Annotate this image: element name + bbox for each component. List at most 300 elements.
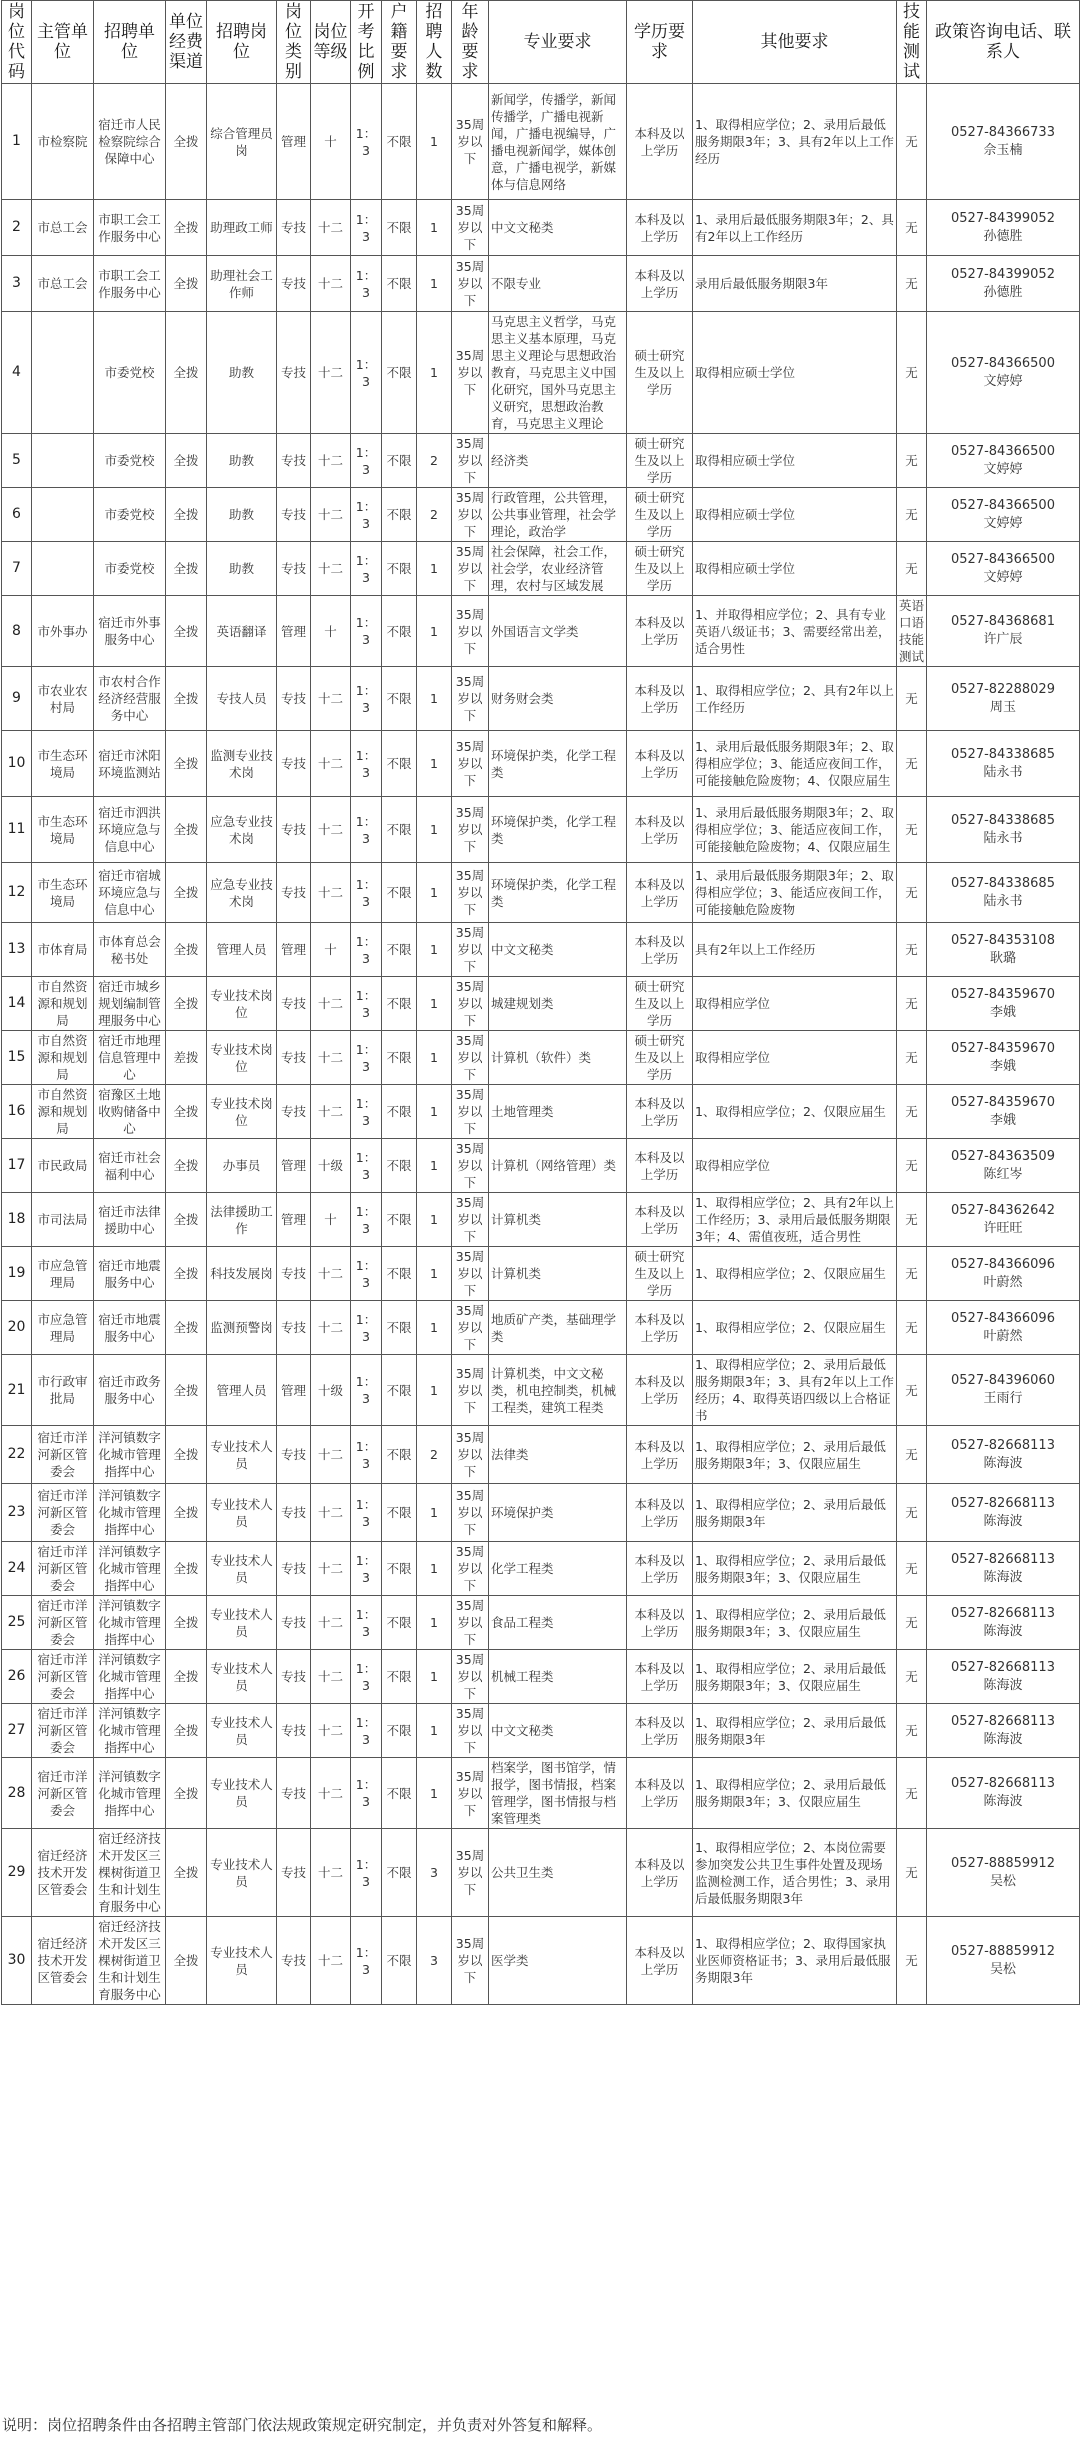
cell-funding: 全拨 [166, 1193, 207, 1247]
cell-post: 专业技术人员 [207, 1484, 277, 1542]
cell-post-code: 10 [2, 731, 32, 797]
column-header: 主管单位 [32, 1, 94, 84]
contact-person: 文婷婷 [983, 569, 1023, 585]
cell-level: 十 [311, 1193, 351, 1247]
cell-post: 助教 [207, 434, 277, 488]
cell-age: 35周岁以下 [452, 977, 489, 1031]
cell-count: 1 [417, 84, 452, 200]
cell-ratio: 1：3 [351, 596, 382, 667]
cell-contact [927, 667, 1080, 731]
cell-contact [927, 312, 1080, 434]
cell-post: 助理社会工作师 [207, 256, 277, 312]
cell-ratio: 1：3 [351, 1193, 382, 1247]
cell-other-requirements: 1、取得相应学位；2、仅限应届生 [693, 1301, 897, 1355]
cell-education: 硕士研究生及以上学历 [627, 1247, 693, 1301]
cell-count: 1 [417, 1484, 452, 1542]
cell-education: 本科及以上学历 [627, 1139, 693, 1193]
cell-skill-test: 无 [897, 667, 927, 731]
cell-level: 十二 [311, 1247, 351, 1301]
cell-funding: 全拨 [166, 434, 207, 488]
cell-department: 市总工会 [32, 256, 94, 312]
cell-count: 1 [417, 977, 452, 1031]
cell-major: 经济类 [489, 434, 627, 488]
cell-ratio: 1：3 [351, 200, 382, 256]
cell-category: 专技 [277, 488, 311, 542]
cell-skill-test: 无 [897, 1704, 927, 1758]
cell-post-code: 18 [2, 1193, 32, 1247]
cell-other-requirements: 1、录用后最低服务期限3年；2、取得相应学位；3、能适应夜间工作，可能接触危险废物；4、仅限应届生 [693, 731, 897, 797]
cell-education: 本科及以上学历 [627, 731, 693, 797]
cell-contact [927, 1917, 1080, 2005]
cell-post-code: 4 [2, 312, 32, 434]
cell-education: 本科及以上学历 [627, 1596, 693, 1650]
cell-ratio: 1：3 [351, 1917, 382, 2005]
cell-unit: 洋河镇数字化城市管理指挥中心 [94, 1596, 166, 1650]
cell-level: 十二 [311, 434, 351, 488]
cell-level: 十二 [311, 667, 351, 731]
table-row [2, 1829, 1080, 1917]
cell-count: 1 [417, 1085, 452, 1139]
table-row [2, 1301, 1080, 1355]
cell-category: 管理 [277, 1355, 311, 1426]
cell-other-requirements: 1、取得相应学位；2、录用后最低服务期限3年 [693, 1484, 897, 1542]
column-header: 专业要求 [489, 1, 627, 84]
cell-department: 宿迁市洋河新区管委会 [32, 1484, 94, 1542]
cell-count: 1 [417, 1193, 452, 1247]
cell-skill-test: 无 [897, 797, 927, 863]
cell-education: 本科及以上学历 [627, 1704, 693, 1758]
cell-skill-test: 无 [897, 1758, 927, 1829]
cell-unit: 宿豫区土地收购储备中心 [94, 1085, 166, 1139]
column-header: 其他要求 [693, 1, 897, 84]
cell-post-code: 11 [2, 797, 32, 863]
cell-contact [927, 1484, 1080, 1542]
cell-funding: 全拨 [166, 1247, 207, 1301]
table-row [2, 200, 1080, 256]
cell-post-code: 5 [2, 434, 32, 488]
cell-unit: 市委党校 [94, 542, 166, 596]
table-row [2, 312, 1080, 434]
cell-other-requirements: 1、取得相应学位；2、录用后最低服务期限3年；3、仅限应届生 [693, 1426, 897, 1484]
cell-contact [927, 923, 1080, 977]
cell-hukou: 不限 [382, 1704, 417, 1758]
cell-skill-test: 无 [897, 1542, 927, 1596]
contact-phone: 0527-84366500 [951, 443, 1055, 459]
cell-age: 35周岁以下 [452, 1085, 489, 1139]
table-row [2, 1542, 1080, 1596]
cell-skill-test: 无 [897, 434, 927, 488]
cell-hukou: 不限 [382, 434, 417, 488]
table-row [2, 863, 1080, 923]
cell-level: 十二 [311, 1596, 351, 1650]
cell-count: 1 [417, 200, 452, 256]
cell-post-code: 12 [2, 863, 32, 923]
cell-ratio: 1：3 [351, 1085, 382, 1139]
contact-phone: 0527-84366733 [951, 124, 1055, 140]
contact-phone: 0527-82668113 [951, 1776, 1055, 1791]
cell-post: 助教 [207, 488, 277, 542]
cell-count: 1 [417, 1542, 452, 1596]
cell-unit: 市委党校 [94, 312, 166, 434]
cell-contact [927, 542, 1080, 596]
cell-level: 十二 [311, 1829, 351, 1917]
cell-education: 本科及以上学历 [627, 1829, 693, 1917]
cell-funding: 全拨 [166, 1484, 207, 1542]
table-row [2, 434, 1080, 488]
cell-education: 硕士研究生及以上学历 [627, 488, 693, 542]
cell-age: 35周岁以下 [452, 863, 489, 923]
cell-unit: 洋河镇数字化城市管理指挥中心 [94, 1542, 166, 1596]
cell-department [32, 312, 94, 434]
cell-other-requirements: 录用后最低服务期限3年 [693, 256, 897, 312]
cell-ratio: 1：3 [351, 1704, 382, 1758]
cell-post: 专业技术人员 [207, 1758, 277, 1829]
cell-post-code: 19 [2, 1247, 32, 1301]
cell-age: 35周岁以下 [452, 312, 489, 434]
cell-major: 档案学，图书馆学，情报学，图书情报，档案管理学，图书情报与档案管理类 [489, 1758, 627, 1829]
contact-phone: 0527-84366500 [951, 551, 1055, 567]
contact-phone: 0527-82668113 [951, 1713, 1055, 1729]
cell-count: 3 [417, 1917, 452, 2005]
cell-age: 35周岁以下 [452, 1542, 489, 1596]
cell-post-code: 1 [2, 84, 32, 200]
cell-skill-test: 无 [897, 312, 927, 434]
cell-skill-test: 无 [897, 1031, 927, 1085]
cell-education: 本科及以上学历 [627, 1301, 693, 1355]
cell-skill-test: 无 [897, 923, 927, 977]
column-header: 岗位等级 [311, 1, 351, 84]
contact-person: 陈海波 [983, 1513, 1023, 1529]
cell-count: 1 [417, 312, 452, 434]
cell-post: 监测预警岗 [207, 1301, 277, 1355]
cell-post: 应急专业技术岗 [207, 863, 277, 923]
cell-count: 1 [417, 1247, 452, 1301]
cell-hukou: 不限 [382, 1355, 417, 1426]
cell-category: 专技 [277, 434, 311, 488]
cell-other-requirements: 取得相应学位 [693, 1139, 897, 1193]
table-row [2, 1031, 1080, 1085]
cell-category: 专技 [277, 1426, 311, 1484]
cell-post-code: 29 [2, 1829, 32, 1917]
cell-age: 35周岁以下 [452, 1596, 489, 1650]
cell-hukou: 不限 [382, 542, 417, 596]
contact-person: 李娥 [989, 1058, 1016, 1074]
cell-funding: 全拨 [166, 977, 207, 1031]
cell-category: 专技 [277, 977, 311, 1031]
cell-contact [927, 256, 1080, 312]
cell-unit: 宿迁市地震服务中心 [94, 1301, 166, 1355]
contact-phone: 0527-88859912 [951, 1943, 1055, 1959]
cell-category: 专技 [277, 312, 311, 434]
cell-other-requirements: 1、取得相应学位；2、录用后最低服务期限3年 [693, 1704, 897, 1758]
cell-post-code: 20 [2, 1301, 32, 1355]
cell-category: 专技 [277, 1704, 311, 1758]
cell-department: 市自然资源和规划局 [32, 977, 94, 1031]
cell-funding: 全拨 [166, 1829, 207, 1917]
cell-major: 中文文秘类 [489, 1704, 627, 1758]
cell-unit: 宿迁市城乡规划编制管理服务中心 [94, 977, 166, 1031]
cell-hukou: 不限 [382, 797, 417, 863]
cell-level: 十二 [311, 1031, 351, 1085]
cell-level: 十 [311, 596, 351, 667]
cell-unit: 宿迁经济技术开发区三棵树街道卫生和计划生育服务中心 [94, 1829, 166, 1917]
cell-category: 专技 [277, 1596, 311, 1650]
cell-skill-test: 无 [897, 488, 927, 542]
cell-unit: 宿迁市外事服务中心 [94, 596, 166, 667]
contact-phone: 0527-84338685 [951, 875, 1055, 891]
cell-major: 新闻学，传播学，新闻传播学，广播电视新闻，广播电视编导，广播电视新闻学，媒体创意，广播电视学，新媒体与信息网络 [489, 84, 627, 200]
cell-funding: 全拨 [166, 1426, 207, 1484]
column-header: 户籍要求 [382, 1, 417, 84]
cell-hukou: 不限 [382, 1426, 417, 1484]
cell-major: 法律类 [489, 1426, 627, 1484]
cell-post: 管理人员 [207, 923, 277, 977]
column-header: 年龄要求 [452, 1, 489, 84]
cell-level: 十二 [311, 1426, 351, 1484]
cell-contact [927, 1301, 1080, 1355]
cell-contact [927, 1704, 1080, 1758]
cell-post: 专技人员 [207, 667, 277, 731]
contact-person: 周玉 [989, 699, 1016, 715]
cell-education: 本科及以上学历 [627, 596, 693, 667]
cell-major: 计算机（网络管理）类 [489, 1139, 627, 1193]
cell-count: 1 [417, 1031, 452, 1085]
cell-unit: 宿迁市政务服务中心 [94, 1355, 166, 1426]
cell-department: 市生态环境局 [32, 863, 94, 923]
cell-ratio: 1：3 [351, 1650, 382, 1704]
contact-phone: 0527-84362642 [951, 1202, 1055, 1218]
table-row [2, 797, 1080, 863]
cell-education: 本科及以上学历 [627, 256, 693, 312]
cell-post-code: 16 [2, 1085, 32, 1139]
cell-skill-test: 英语口语技能测试 [897, 596, 927, 667]
cell-other-requirements: 取得相应硕士学位 [693, 542, 897, 596]
cell-funding: 全拨 [166, 1355, 207, 1426]
cell-ratio: 1：3 [351, 1031, 382, 1085]
cell-other-requirements: 1、取得相应学位；2、录用后最低服务期限3年；3、仅限应届生 [693, 1542, 897, 1596]
cell-ratio: 1：3 [351, 256, 382, 312]
cell-other-requirements: 取得相应硕士学位 [693, 488, 897, 542]
cell-post-code: 26 [2, 1650, 32, 1704]
table-row [2, 542, 1080, 596]
cell-count: 1 [417, 797, 452, 863]
contact-phone: 0527-84359670 [951, 986, 1055, 1002]
cell-age: 35周岁以下 [452, 596, 489, 667]
cell-ratio: 1：3 [351, 1301, 382, 1355]
contact-person: 吴松 [989, 1961, 1016, 1977]
cell-ratio: 1：3 [351, 667, 382, 731]
cell-count: 2 [417, 1426, 452, 1484]
cell-major: 土地管理类 [489, 1085, 627, 1139]
cell-unit: 宿迁市社会福利中心 [94, 1139, 166, 1193]
cell-ratio: 1：3 [351, 863, 382, 923]
cell-level: 十二 [311, 1542, 351, 1596]
cell-contact [927, 1426, 1080, 1484]
cell-skill-test: 无 [897, 542, 927, 596]
cell-funding: 全拨 [166, 200, 207, 256]
cell-contact [927, 1758, 1080, 1829]
cell-education: 本科及以上学历 [627, 1484, 693, 1542]
cell-education: 硕士研究生及以上学历 [627, 1031, 693, 1085]
table-row [2, 1139, 1080, 1193]
cell-other-requirements: 1、取得相应学位；2、录用后最低服务期限3年；3、具有2年以上工作经历 [693, 84, 897, 200]
contact-phone: 0527-84338685 [951, 746, 1055, 762]
cell-count: 1 [417, 923, 452, 977]
cell-funding: 全拨 [166, 1085, 207, 1139]
cell-other-requirements: 1、录用后最低服务期限3年；2、取得相应学位；3、能适应夜间工作，可能接触危险废物 [693, 863, 897, 923]
cell-post-code: 28 [2, 1758, 32, 1829]
recruitment-table [1, 0, 1080, 2005]
cell-education: 硕士研究生及以上学历 [627, 434, 693, 488]
cell-count: 1 [417, 1704, 452, 1758]
cell-hukou: 不限 [382, 1247, 417, 1301]
cell-hukou: 不限 [382, 488, 417, 542]
cell-major: 计算机类，中文文秘类，机电控制类，机械工程类，建筑工程类 [489, 1355, 627, 1426]
cell-ratio: 1：3 [351, 312, 382, 434]
cell-age: 35周岁以下 [452, 797, 489, 863]
cell-level: 十级 [311, 1139, 351, 1193]
cell-age: 35周岁以下 [452, 1917, 489, 2005]
column-header: 技能测试 [897, 1, 927, 84]
cell-major: 环境保护类，化学工程类 [489, 797, 627, 863]
cell-funding: 全拨 [166, 1542, 207, 1596]
cell-level: 十二 [311, 797, 351, 863]
cell-age: 35周岁以下 [452, 1139, 489, 1193]
cell-category: 专技 [277, 731, 311, 797]
cell-age: 35周岁以下 [452, 667, 489, 731]
contact-phone: 0527-84359670 [951, 1094, 1055, 1110]
cell-hukou: 不限 [382, 1085, 417, 1139]
column-header: 招聘单位 [94, 1, 166, 84]
cell-other-requirements: 取得相应硕士学位 [693, 312, 897, 434]
contact-person: 叶蔚然 [983, 1274, 1023, 1290]
cell-age: 35周岁以下 [452, 434, 489, 488]
cell-department: 市农业农村局 [32, 667, 94, 731]
cell-unit: 市委党校 [94, 488, 166, 542]
cell-department: 市自然资源和规划局 [32, 1031, 94, 1085]
cell-post-code: 14 [2, 977, 32, 1031]
cell-post: 专业技术人员 [207, 1650, 277, 1704]
contact-person: 文婷婷 [983, 373, 1023, 389]
cell-funding: 全拨 [166, 731, 207, 797]
cell-ratio: 1：3 [351, 1596, 382, 1650]
cell-contact [927, 434, 1080, 488]
cell-category: 管理 [277, 596, 311, 667]
contact-phone: 0527-84353108 [951, 932, 1055, 948]
table-row [2, 488, 1080, 542]
cell-level: 十二 [311, 1758, 351, 1829]
cell-department: 宿迁经济技术开发区管委会 [32, 1917, 94, 2005]
cell-post: 助教 [207, 312, 277, 434]
contact-person: 陈海波 [983, 1623, 1023, 1639]
cell-age: 35周岁以下 [452, 1426, 489, 1484]
cell-level: 十 [311, 923, 351, 977]
cell-category: 专技 [277, 1301, 311, 1355]
cell-post: 专业技术人员 [207, 1704, 277, 1758]
cell-education: 本科及以上学历 [627, 1917, 693, 2005]
column-header: 政策咨询电话、联系人 [927, 1, 1080, 84]
cell-unit: 市委党校 [94, 434, 166, 488]
cell-hukou: 不限 [382, 977, 417, 1031]
cell-contact [927, 1247, 1080, 1301]
cell-post-code: 30 [2, 1917, 32, 2005]
cell-major: 环境保护类 [489, 1484, 627, 1542]
cell-hukou: 不限 [382, 1542, 417, 1596]
cell-unit: 宿迁市法律援助中心 [94, 1193, 166, 1247]
cell-level: 十二 [311, 1650, 351, 1704]
cell-ratio: 1：3 [351, 1484, 382, 1542]
table-row [2, 1247, 1080, 1301]
cell-unit: 洋河镇数字化城市管理指挥中心 [94, 1650, 166, 1704]
cell-contact [927, 488, 1080, 542]
cell-ratio: 1：3 [351, 1542, 382, 1596]
cell-count: 1 [417, 1596, 452, 1650]
cell-ratio: 1：3 [351, 1829, 382, 1917]
cell-department: 宿迁市洋河新区管委会 [32, 1758, 94, 1829]
cell-department: 市应急管理局 [32, 1247, 94, 1301]
cell-age: 35周岁以下 [452, 1193, 489, 1247]
cell-hukou: 不限 [382, 1301, 417, 1355]
contact-phone: 0527-82288029 [951, 681, 1055, 697]
cell-department: 宿迁市洋河新区管委会 [32, 1426, 94, 1484]
cell-category: 管理 [277, 1193, 311, 1247]
cell-funding: 全拨 [166, 1758, 207, 1829]
cell-post: 综合管理员岗 [207, 84, 277, 200]
cell-contact [927, 1193, 1080, 1247]
cell-major: 环境保护类，化学工程类 [489, 731, 627, 797]
contact-phone: 0527-84338685 [951, 812, 1055, 828]
cell-hukou: 不限 [382, 596, 417, 667]
contact-phone: 0527-84399052 [951, 266, 1055, 282]
cell-post-code: 3 [2, 256, 32, 312]
cell-skill-test: 无 [897, 977, 927, 1031]
cell-count: 2 [417, 434, 452, 488]
cell-skill-test: 无 [897, 1829, 927, 1917]
cell-age: 35周岁以下 [452, 488, 489, 542]
cell-category: 专技 [277, 542, 311, 596]
cell-ratio: 1：3 [351, 1247, 382, 1301]
cell-other-requirements: 取得相应学位 [693, 1031, 897, 1085]
cell-funding: 全拨 [166, 1301, 207, 1355]
cell-education: 硕士研究生及以上学历 [627, 312, 693, 434]
cell-age: 35周岁以下 [452, 731, 489, 797]
cell-post-code: 13 [2, 923, 32, 977]
cell-hukou: 不限 [382, 1829, 417, 1917]
cell-category: 专技 [277, 1247, 311, 1301]
table-row [2, 1085, 1080, 1139]
cell-unit: 宿迁市泗洪环境应急与信息中心 [94, 797, 166, 863]
cell-ratio: 1：3 [351, 1426, 382, 1484]
contact-phone: 0527-82668113 [951, 1659, 1055, 1675]
cell-contact [927, 1650, 1080, 1704]
contact-phone: 0527-84366096 [951, 1256, 1055, 1272]
column-header: 岗位类别 [277, 1, 311, 84]
cell-other-requirements: 1、取得相应学位；2、录用后最低服务期限3年；3、仅限应届生 [693, 1596, 897, 1650]
cell-skill-test: 无 [897, 863, 927, 923]
contact-person: 陈海波 [983, 1794, 1023, 1809]
table-row [2, 84, 1080, 200]
cell-funding: 全拨 [166, 542, 207, 596]
column-header: 单位经费渠道 [166, 1, 207, 84]
cell-age: 35周岁以下 [452, 1829, 489, 1917]
contact-phone: 0527-82668113 [951, 1495, 1055, 1511]
cell-major: 公共卫生类 [489, 1829, 627, 1917]
contact-person: 吴松 [989, 1873, 1016, 1889]
cell-post: 监测专业技术岗 [207, 731, 277, 797]
cell-count: 1 [417, 1301, 452, 1355]
contact-person: 陈红岑 [983, 1166, 1023, 1182]
cell-age: 35周岁以下 [452, 200, 489, 256]
